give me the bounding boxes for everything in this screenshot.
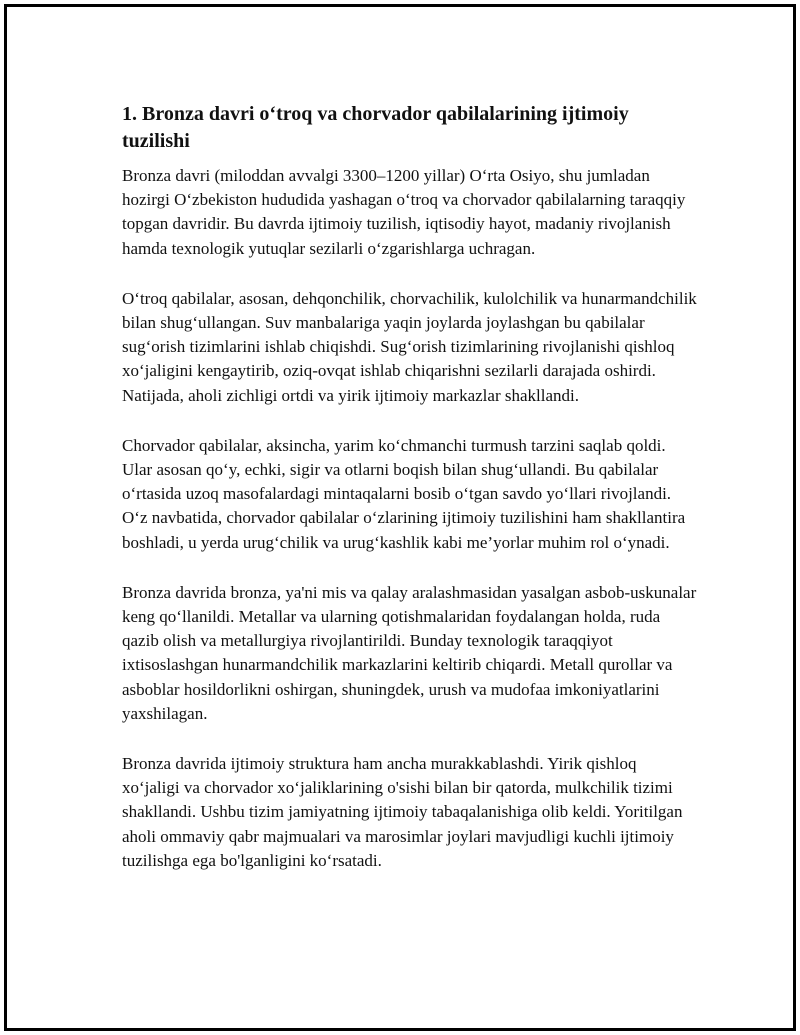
paragraph-pastoral-tribes: Chorvador qabilalar, aksincha, yarim ko‘chmanchi turmush tarzini saqlab qoldi. Ular asosan qo‘y, echki, sigir va otlarni boqish bilan shug‘ullandi. Bu qabilalar o‘rtasida uzoq masofalardagi mintaqalarni bosib o‘tgan savdo yo‘llari rivojlandi. O‘z navbatida, chorvador qabilalar o‘zlarining ijtimoiy tuzilishini ham shakllantira boshladi, u yerda urug‘chilik va urug‘kashlik kabi me’yorlar muhim rol o‘ynadi. bbox=[122, 435, 686, 552]
paragraph-social-structure: Bronza davrida ijtimoiy struktura ham ancha murakkablashdi. Yirik qishloq xo‘jaligi va chorvador xo‘jaliklarining o'sishi bilan bir qatorda, mulkchilik tizimi shakllandi. Ushbu tizim jamiyatning ijtimoiy tabaqalanishiga olib keldi. Yoritilgan aholi ommaviy qabr majmualari va marosimlar joylari mavjudligi kuchli ijtimoiy tuzilishga ega bo'lganligini ko‘rsatadi. bbox=[122, 754, 683, 870]
section-heading: 1. Bronza davri o‘troq va chorvador qabilalarining ijtimoiy tuzilishi bbox=[122, 103, 629, 152]
page-frame bbox=[4, 4, 796, 1031]
paragraph-settled-tribes: O‘troq qabilalar, asosan, dehqonchilik, chorvachilik, kulolchilik va hunarmandchilik bilan shug‘ullangan. Suv manbalariga yaqin joylarda joylashgan bu qabilalar sug‘orish tizimlarini ishlab chiqishdi. Sug‘orish tizimlarining rivojlanishi qishloq xo‘jaligini kengaytirib, oziq-ovqat ishlab chiqarishni sezilarli darajada oshirdi. Natijada, aholi zichligi ortdi va yirik ijtimoiy markazlar shakllandi. bbox=[122, 288, 697, 405]
document-body bbox=[122, 101, 697, 873]
paragraph-bronze-technology: Bronza davrida bronza, ya'ni mis va qalay aralashmasidan yasalgan asbob-uskunalar keng qo‘llanildi. Metallar va ularning qotishmalaridan foydalangan holda, ruda qazib olish va metallurgiya rivojlantirildi. Bunday texnologik taraqqiyot ixtisoslashgan hunarmandchilik markazlarini keltirib chiqardi. Metall qurollar va asboblar hosildorlikni oshirgan, shuningdek, urush va mudofaa imkoniyatlarini yaxshilagan. bbox=[122, 582, 697, 723]
paragraph-intro: Bronza davri (miloddan avvalgi 3300–1200 yillar) O‘rta Osiyo, shu jumladan hozirgi O‘zbekiston hududida yashagan o‘troq va chorvador qabilalarning taraqqiy topgan davridir. Bu davrda ijtimoiy tuzilish, iqtisodiy hayot, madaniy rivojlanish hamda texnologik yutuqlar sezilarli o‘zgarishlarga uchragan. bbox=[122, 166, 686, 258]
